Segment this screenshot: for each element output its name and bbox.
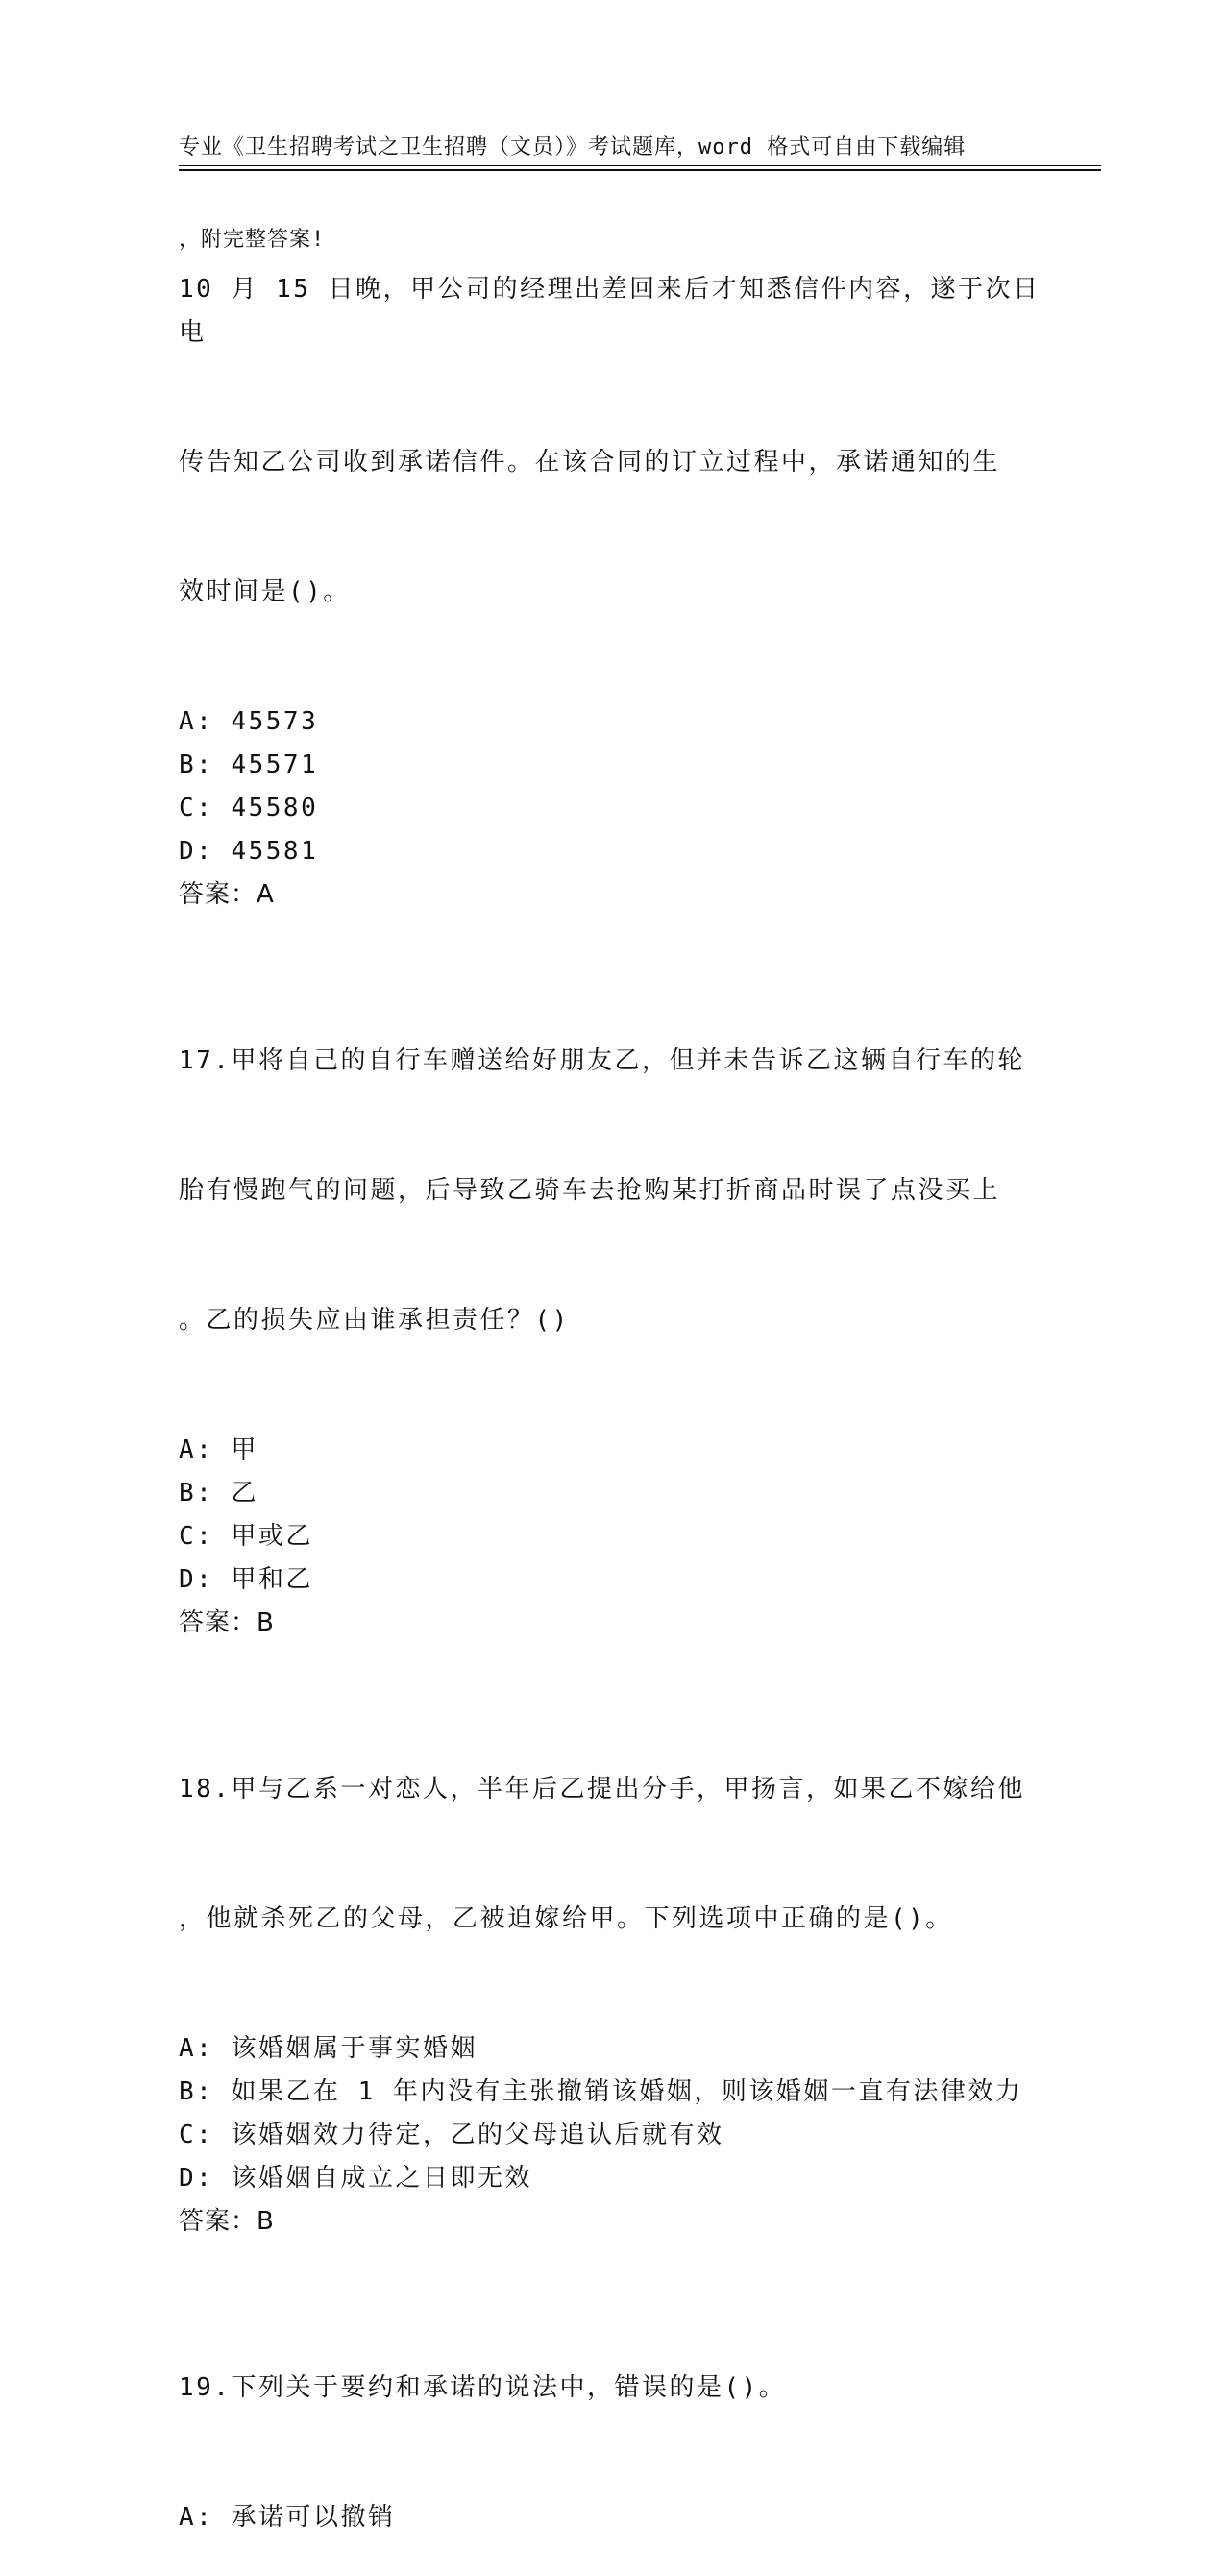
option-a: A: 甲 [179,1435,258,1464]
option-c: C: 甲或乙 [179,1522,313,1551]
option-c: C: 该婚姻效力待定，乙的父母追认后就有效 [179,2121,724,2149]
header-line-2: ，附完整答案! [179,228,326,252]
option-a: A: 承诺可以撤销 [179,2503,396,2532]
question-list [179,182,1063,2576]
stem-line: 传告知乙公司收到承诺信件。在该合同的订立过程中，承诺通知的生 [179,448,1001,477]
question-stem [179,2280,1063,2496]
option-b: B: 45571 [179,750,319,779]
header-rule-top [179,165,1101,166]
stem-line: ，他就杀死乙的父母，乙被迫嫁给甲。下列选项中正确的是()。 [179,1904,953,1933]
stem-line: 18.甲与乙系一对恋人，半年后乙提出分手，甲扬言，如果乙不嫁给他 [179,1775,1025,1803]
header-line-1: 专业《卫生招聘考试之卫生招聘（文员）》考试题库，word 格式可自由下载编辑 [179,135,967,159]
option-d: D: 该婚姻自成立之日即无效 [179,2164,532,2193]
stem-line: 19.下列关于要约和承诺的说法中，错误的是()。 [179,2373,787,2402]
stem-line: 胎有慢跑气的问题，后导致乙骑车去抢购某打折商品时误了点没买上 [179,1176,1001,1205]
option-a: A: 该婚姻属于事实婚姻 [179,2034,478,2063]
option-a: A: 45573 [179,707,319,736]
question-block [179,2280,1063,2539]
question-stem [179,953,1063,1429]
question-stem [179,182,1063,700]
stem-line: 10 月 15 日晚，甲公司的经理出差回来后才知悉信件内容，遂于次日电 [179,275,1041,347]
option-d: D: 45581 [179,837,319,866]
stem-line: 。乙的损失应由谁承担责任？() [179,1306,570,1335]
header-rule-bottom [179,169,1101,171]
answer-line: 答案：A [179,880,275,909]
stem-line: 效时间是()。 [179,577,351,606]
answer-line: 答案：B [179,2207,275,2236]
question-block [179,182,1063,917]
answer-line: 答案：B [179,1608,275,1637]
question-stem [179,1681,1063,2027]
question-block [179,953,1063,1645]
stem-line: 17.甲将自己的自行车赠送给好朋友乙，但并未告诉乙这辆自行车的轮 [179,1046,1025,1075]
option-c: C: 45580 [179,794,319,822]
question-block [179,1681,1063,2244]
option-b: B: 乙 [179,1479,258,1508]
option-d: D: 甲和乙 [179,1565,313,1594]
option-b: B: 如果乙在 1 年内没有主张撤销该婚姻，则该婚姻一直有法律效力 [179,2077,1023,2106]
